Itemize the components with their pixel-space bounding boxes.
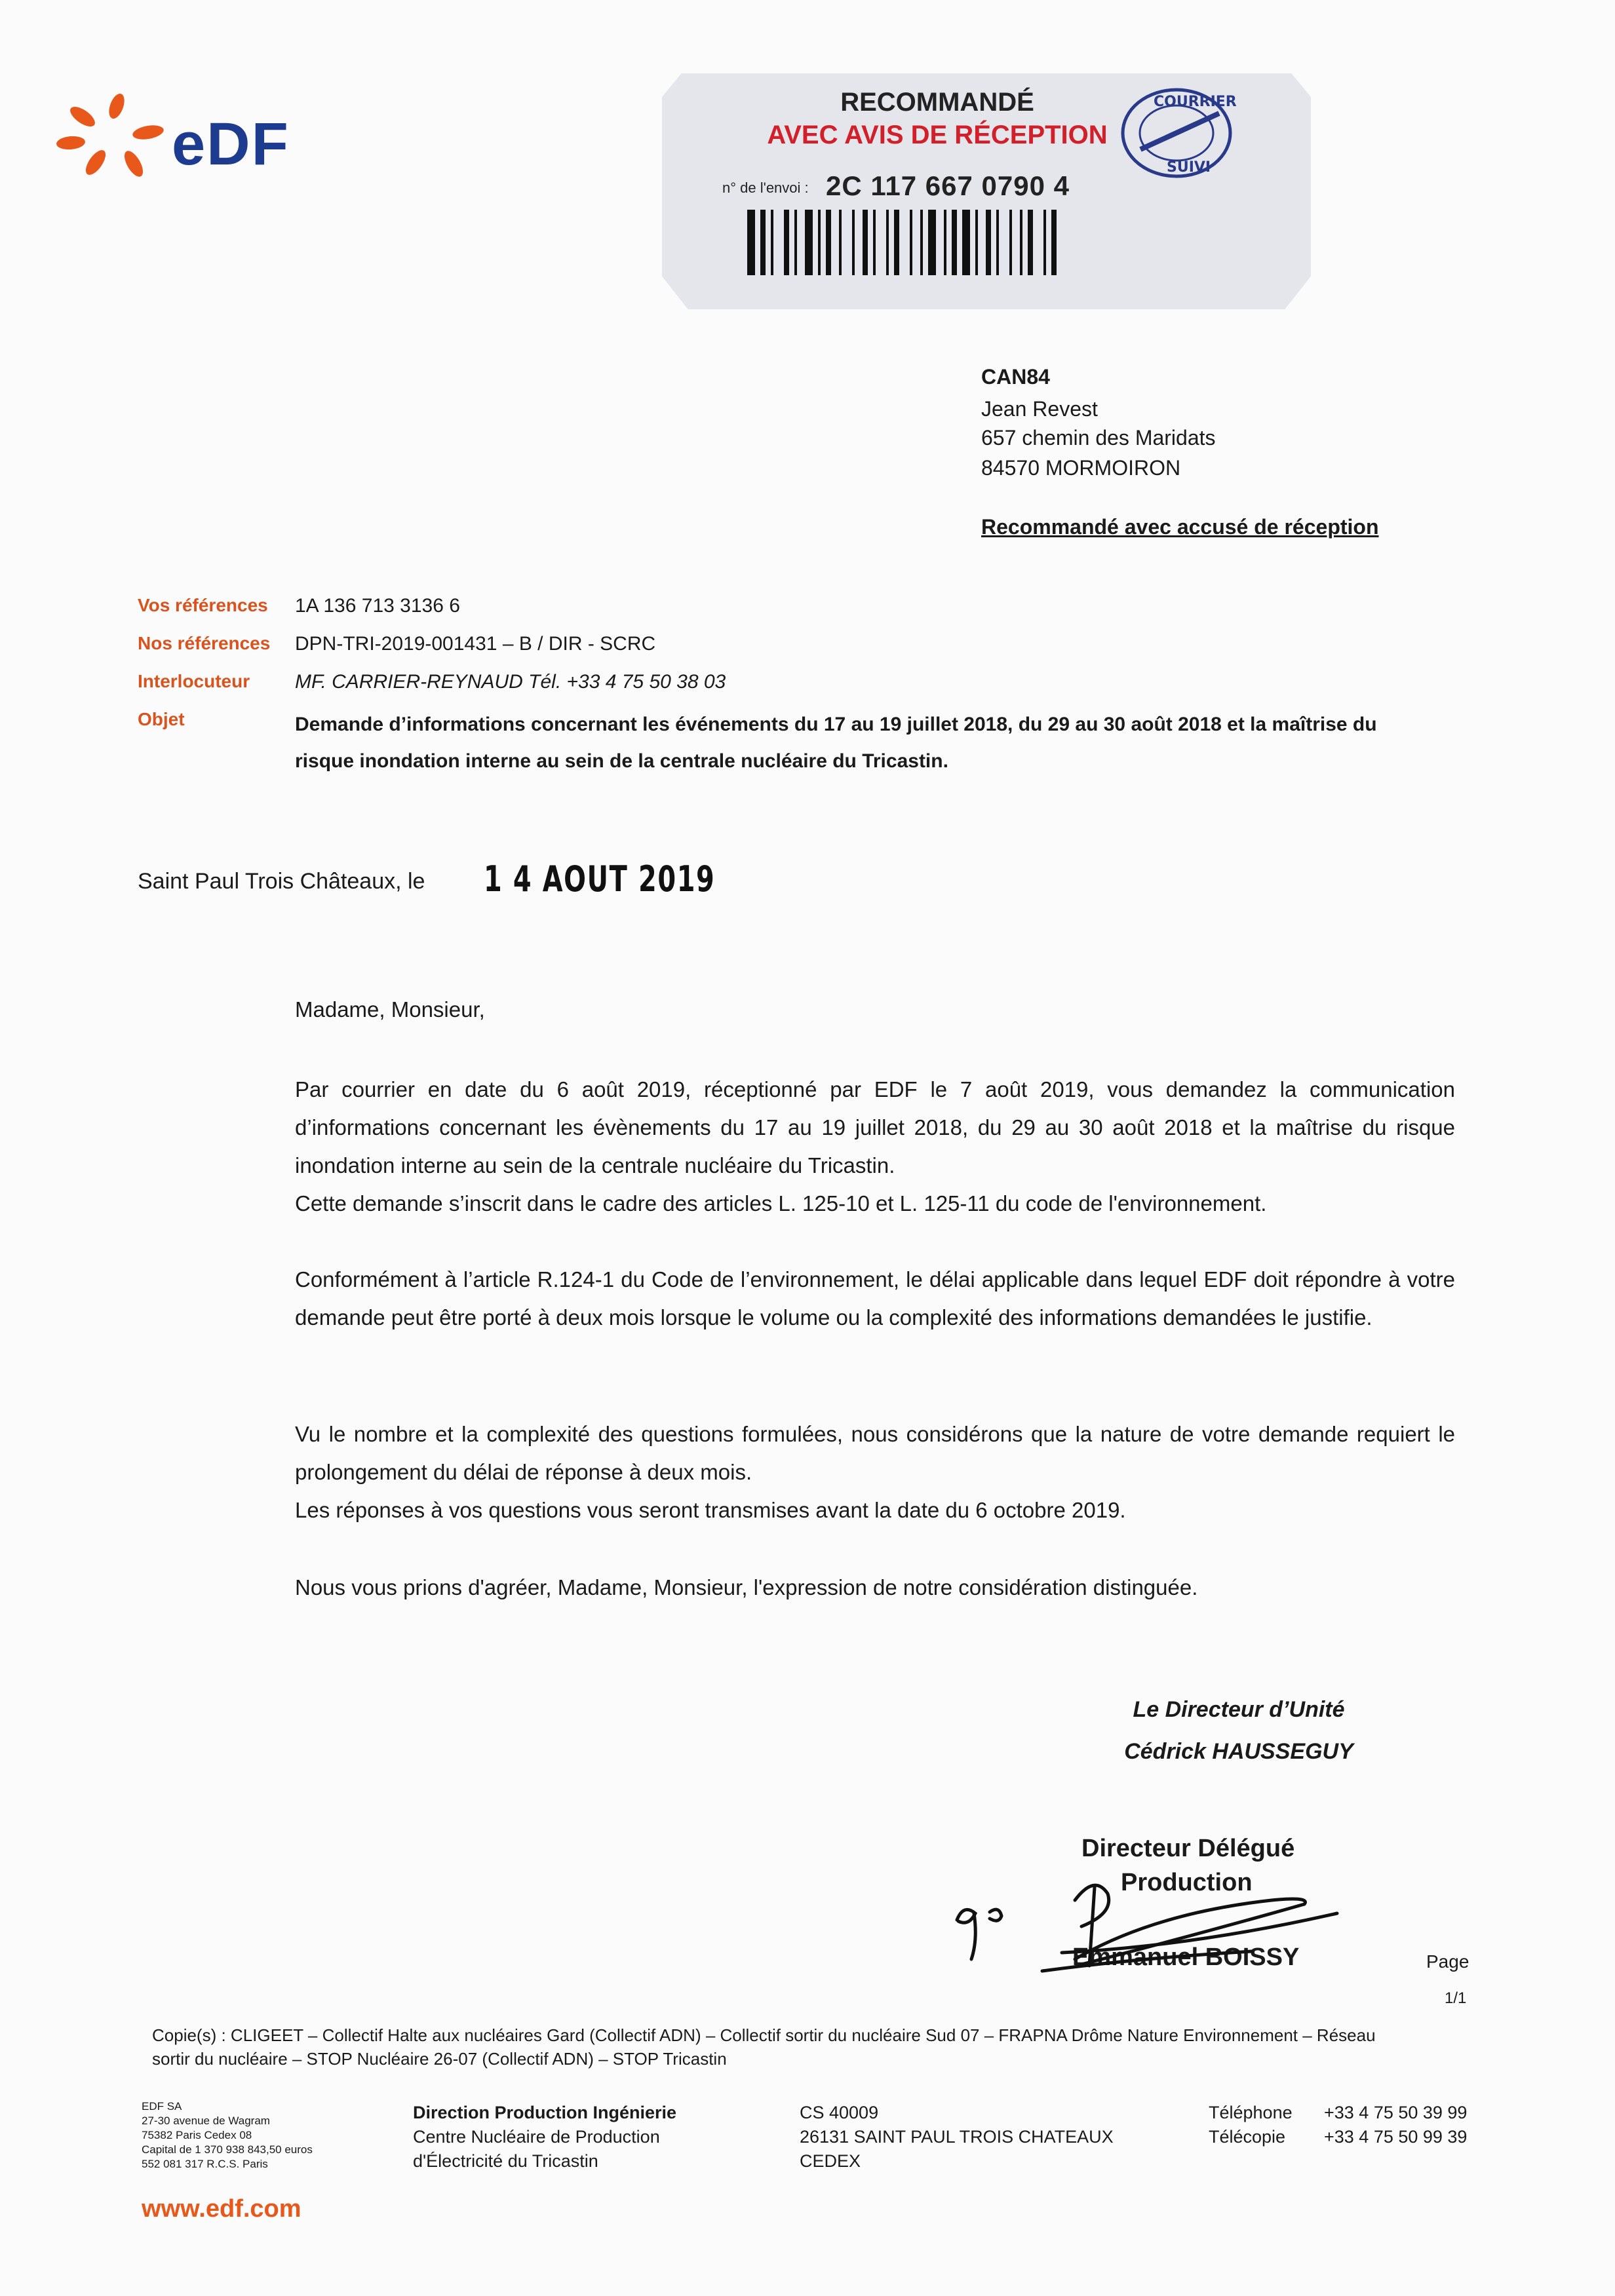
delivery-mode: Recommandé avec accusé de réception [981, 515, 1379, 539]
recipient-line-1: Jean Revest [981, 397, 1098, 421]
place-label: Saint Paul Trois Châteaux, le [138, 869, 425, 894]
handwritten-signature-icon [944, 1861, 1403, 1992]
interlocuteur-label: Interlocuteur [138, 671, 250, 691]
delegate-title-2: Production [1121, 1869, 1253, 1896]
footer-contact-labels [1209, 2101, 1293, 2149]
footer-company-line: Capital de 1 370 938 843,50 euros [142, 2143, 313, 2156]
recipient-name: CAN84 [981, 365, 1050, 389]
interlocuteur-value: MF. CARRIER-REYNAUD Tél. +33 4 75 50 38 03 [295, 671, 726, 693]
registered-subtitle: AVEC AVIS DE RÉCEPTION [767, 121, 1108, 149]
nos-references-label: Nos références [138, 633, 271, 653]
footer-company [142, 2099, 313, 2172]
paragraph-3a: Vu le nombre et la complexité des questions formulées, nous considérons que la nature de votre demande requiert le prolongement du délai de réponse à deux mois. [295, 1422, 1455, 1484]
edf-logo-text: eDF [172, 111, 290, 178]
barcode-icon [747, 210, 1193, 275]
registered-title: RECOMMANDÉ [840, 88, 1034, 117]
footer-contact-values [1324, 2101, 1467, 2149]
footer-direction-line: d'Électricité du Tricastin [413, 2151, 598, 2171]
phone-label: Téléphone [1209, 2103, 1293, 2122]
page-label: Page [1426, 1951, 1469, 1972]
fax-label: Télécopie [1209, 2127, 1286, 2147]
website-link[interactable]: www.edf.com [142, 2195, 302, 2223]
footer-direction-line: Centre Nucléaire de Production [413, 2127, 660, 2147]
recipient-line-3: 84570 MORMOIRON [981, 456, 1181, 480]
stamp-bottom-text: SUIVI [1167, 159, 1211, 176]
delegate-name: Emmanuel BOISSY [1072, 1943, 1300, 1971]
footer-address-line: CEDEX [800, 2151, 861, 2171]
signatory-title: Le Directeur d’Unité [1133, 1697, 1345, 1722]
nos-references-value: DPN-TRI-2019-001431 – B / DIR - SCRC [295, 633, 656, 655]
paragraph-4: Nous vous prions d'agréer, Madame, Monsieur, l'expression de notre considération distinguée. [295, 1575, 1198, 1599]
paragraph-2: Conformément à l’article R.124-1 du Code de l’environnement, le délai applicable dans lequel EDF doit répondre à votre demande peut être porté à deux mois lorsque le volume ou la complexité des informations demandées le justifie. [295, 1267, 1455, 1330]
paragraph-1a: Par courrier en date du 6 août 2019, réceptionné par EDF le 7 août 2019, vous demandez la communication d’informations concernant les évènements du 17 au 19 juillet 2018, du 29 au 30 août 2018 et la maîtrise du risque inondation interne au sein de la centrale nucléaire du Tricastin. [295, 1077, 1455, 1177]
shipment-number: 2C 117 667 0790 4 [826, 170, 1070, 201]
page-number: 1/1 [1445, 1989, 1467, 2007]
footer-address-line: 26131 SAINT PAUL TROIS CHATEAUX [800, 2127, 1114, 2147]
footer-company-line: EDF SA [142, 2100, 182, 2113]
date-stamp: 1 4 AOUT 2019 [484, 858, 716, 900]
objet-value: Demande d’informations concernant les événements du 17 au 19 juillet 2018, du 29 au 30 août 2018 et la maîtrise du risque inondation interne au sein de la centrale nucléaire du Tricastin. [295, 714, 1377, 772]
footer-direction-line: Direction Production Ingénierie [413, 2103, 677, 2122]
vos-references-value: 1A 136 713 3136 6 [295, 595, 460, 617]
salutation: Madame, Monsieur, [295, 997, 485, 1022]
paragraph-3 [295, 1415, 1455, 1529]
footer-address-line: CS 40009 [800, 2103, 879, 2122]
courrier-suivi-stamp-icon [1114, 84, 1239, 182]
paragraph-1 [295, 1071, 1455, 1223]
shipment-number-label: n° de l'envoi : [722, 180, 809, 196]
paragraph-1b: Cette demande s’inscrit dans le cadre des articles L. 125-10 et L. 125-11 du code de l'environnement. [295, 1191, 1267, 1215]
footer-address [800, 2101, 1114, 2173]
phone-number: +33 4 75 50 39 99 [1324, 2103, 1468, 2122]
recipient-line-2: 657 chemin des Maridats [981, 426, 1216, 450]
signatory-name: Cédrick HAUSSEGUY [1124, 1739, 1353, 1764]
footer-company-line: 27-30 avenue de Wagram [142, 2114, 270, 2127]
footer-company-line: 75382 Paris Cedex 08 [142, 2129, 252, 2141]
copies-list: Copie(s) : CLIGEET – Collectif Halte aux nucléaires Gard (Collectif ADN) – Collectif sortir du nucléaire Sud 07 – FRAPNA Drôme Nature Environnement – Réseau sortir du nucléaire – STOP Nucléaire 26-07 (Collectif ADN) – STOP Tricastin [152, 2025, 1376, 2069]
objet-label: Objet [138, 709, 185, 729]
footer-direction [413, 2101, 676, 2173]
stamp-top-text: COURRIER [1154, 94, 1237, 110]
footer-company-line: 552 081 317 R.C.S. Paris [142, 2158, 268, 2170]
fax-number: +33 4 75 50 99 39 [1324, 2127, 1468, 2147]
paragraph-3b: Les réponses à vos questions vous seront transmises avant la date du 6 octobre 2019. [295, 1498, 1126, 1522]
delegate-title-1: Directeur Délégué [1081, 1835, 1295, 1862]
vos-references-label: Vos références [138, 595, 268, 615]
